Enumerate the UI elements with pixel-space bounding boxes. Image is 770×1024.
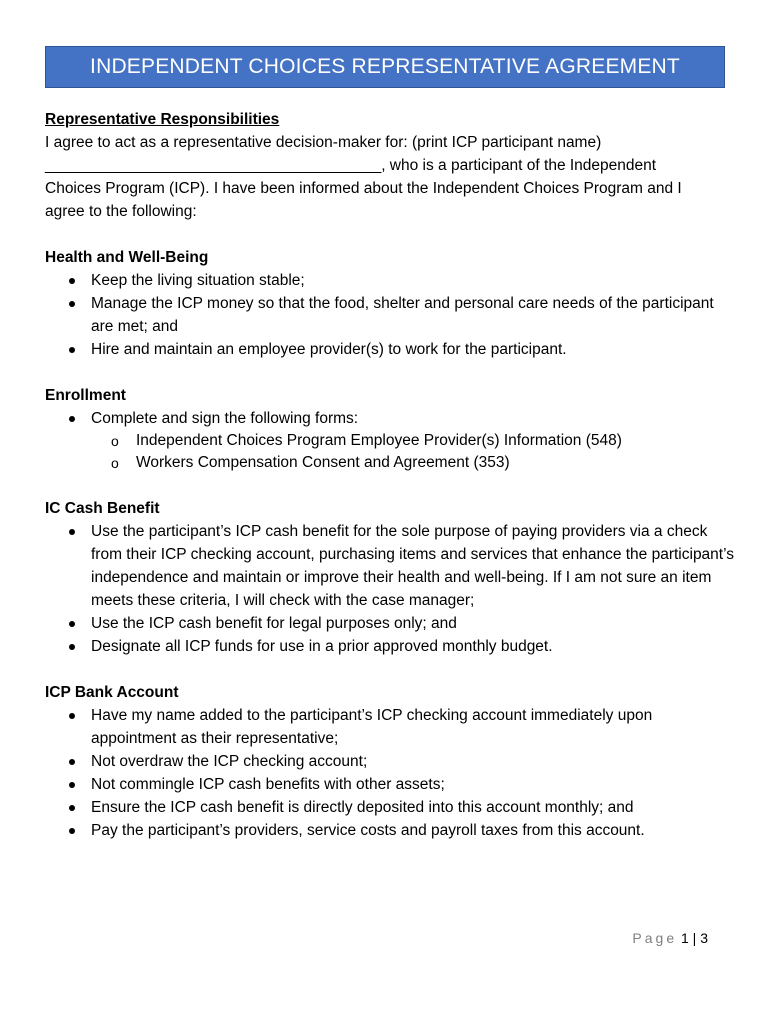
- sub-list-item: o Independent Choices Program Employee Provider(s) Information (548): [111, 432, 622, 449]
- page-footer: [632, 930, 708, 946]
- list-item: Not commingle ICP cash benefits with other assets;: [45, 773, 735, 796]
- list-item: Use the participant’s ICP cash benefit for the sole purpose of paying providers via a check from their ICP checking account, purchasing items and services that enhance the participant’s independence and maintain or improve their health and well-being. If I am not sure an item meets these criteria, I will check with the case manager;: [45, 520, 735, 612]
- section-ic-cash-benefit: [45, 497, 735, 658]
- circle-bullet-icon: o: [111, 455, 119, 471]
- list-item: Manage the ICP money so that the food, shelter and personal care needs of the participant are met; and: [45, 292, 735, 338]
- list-item: Complete and sign the following forms:: [45, 407, 735, 430]
- sub-list-item: o Workers Compensation Consent and Agreement (353): [111, 454, 510, 471]
- sub-list: [45, 430, 735, 474]
- list-item: Use the ICP cash benefit for legal purposes only; and: [45, 612, 735, 635]
- bullet-list: [45, 520, 735, 658]
- list-item: Designate all ICP funds for use in a prior approved monthly budget.: [45, 635, 735, 658]
- bullet-icon: [69, 621, 75, 627]
- circle-bullet-icon: o: [111, 433, 119, 449]
- section-heading: Health and Well-Being: [45, 249, 209, 266]
- section-heading: IC Cash Benefit: [45, 500, 160, 517]
- bullet-icon: [69, 805, 75, 811]
- paragraph-line: Choices Program (ICP). I have been informed about the Independent Choices Program and I: [45, 180, 682, 197]
- page-label: Page: [632, 930, 678, 946]
- bullet-icon: [69, 416, 75, 422]
- bullet-icon: [69, 301, 75, 307]
- bullet-list: [45, 269, 735, 361]
- section-icp-bank-account: [45, 681, 735, 842]
- section-heading: Representative Responsibilities: [45, 111, 280, 128]
- bullet-icon: [69, 713, 75, 719]
- bullet-icon: [69, 828, 75, 834]
- bullet-icon: [69, 782, 75, 788]
- bullet-list: [45, 704, 735, 842]
- list-item: Keep the living situation stable;: [45, 269, 735, 292]
- list-item: Ensure the ICP cash benefit is directly deposited into this account monthly; and: [45, 796, 735, 819]
- list-item: Have my name added to the participant’s ICP checking account immediately upon appointment as their representative;: [45, 704, 735, 750]
- title-banner: [45, 46, 725, 88]
- section-health-well-being: [45, 246, 735, 361]
- document-title: INDEPENDENT CHOICES REPRESENTATIVE AGREEMENT: [90, 55, 680, 78]
- paragraph-line: I agree to act as a representative decision-maker for: (print ICP participant name): [45, 134, 602, 151]
- bullet-icon: [69, 347, 75, 353]
- section-heading: ICP Bank Account: [45, 684, 179, 701]
- document-body: [45, 108, 735, 842]
- page-number: 1 | 3: [681, 930, 708, 946]
- bullet-list: [45, 407, 735, 430]
- bullet-icon: [69, 644, 75, 650]
- list-item: Hire and maintain an employee provider(s) to work for the participant.: [45, 338, 735, 361]
- bullet-icon: [69, 759, 75, 765]
- participant-name-line: _______________________________________, who is a participant of the Independent: [45, 157, 657, 174]
- section-enrollment: [45, 384, 735, 474]
- bullet-icon: [69, 278, 75, 284]
- list-item: Not overdraw the ICP checking account;: [45, 750, 735, 773]
- bullet-icon: [69, 529, 75, 535]
- section-representative-responsibilities: [45, 108, 735, 223]
- list-item: Pay the participant’s providers, service costs and payroll taxes from this account.: [45, 819, 735, 842]
- paragraph-line: agree to the following:: [45, 203, 197, 220]
- section-heading: Enrollment: [45, 387, 126, 404]
